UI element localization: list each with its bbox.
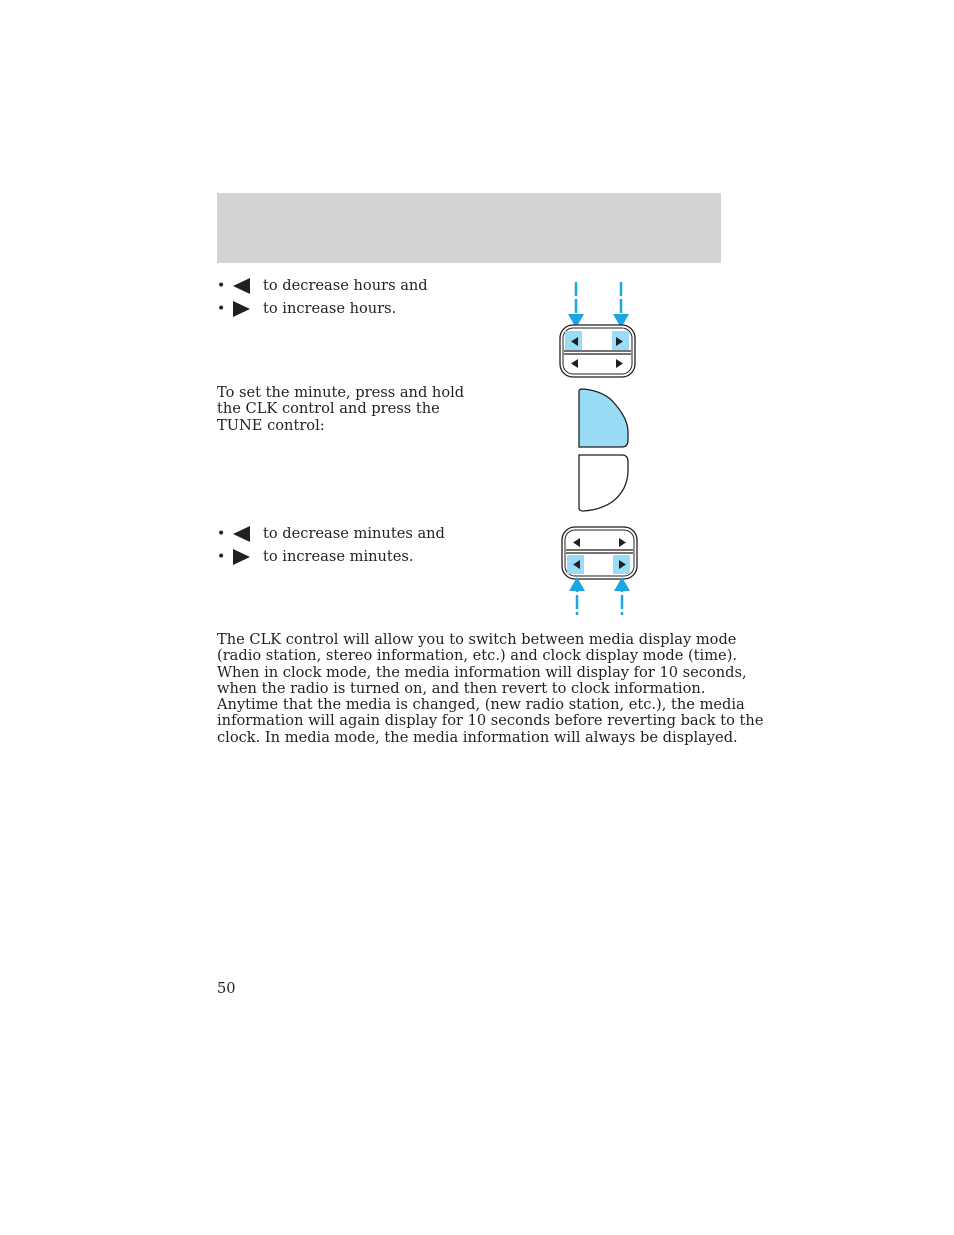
- list-item: [217, 523, 445, 546]
- list-item-text: to increase minutes.: [263, 547, 414, 565]
- minute-instructions: To set the minute, press and hold the CLK control and press the TUNE control:: [217, 384, 465, 434]
- list-item-text: to decrease hours and: [263, 277, 428, 295]
- list-item: [217, 275, 428, 298]
- minute-seek-tune-figure: [557, 523, 647, 625]
- bullet: •: [217, 526, 226, 543]
- hour-seek-tune-figure: [555, 278, 645, 380]
- minutes-list: [217, 523, 445, 568]
- list-item-text: to increase hours.: [263, 299, 397, 317]
- left-arrow-icon: [233, 278, 250, 294]
- section-header-bar: [217, 193, 721, 263]
- right-arrow-icon: [233, 549, 250, 565]
- hours-list: [217, 275, 428, 320]
- bullet: •: [217, 300, 226, 317]
- clk-description: The CLK control will allow you to switch between media display mode (radio station, stereo information, etc.) and clock display mode (time). When in clock mode, the media information will display for 10 seconds, when the radio is turned on, and then revert to clock information. Anytime that the media is changed, (new radio station, etc.), the media information will again display for 10 seconds before reverting back to the clock. In media mode, the media information will always be displayed.: [217, 631, 764, 746]
- bullet: •: [217, 548, 226, 565]
- bullet: •: [217, 278, 226, 295]
- list-item-text: to decrease minutes and: [263, 525, 445, 543]
- list-item: [217, 546, 445, 569]
- right-arrow-icon: [233, 301, 250, 317]
- clk-control-figure: [572, 384, 634, 516]
- page-number: 50: [217, 980, 236, 997]
- left-arrow-icon: [233, 526, 250, 542]
- list-item: [217, 298, 428, 321]
